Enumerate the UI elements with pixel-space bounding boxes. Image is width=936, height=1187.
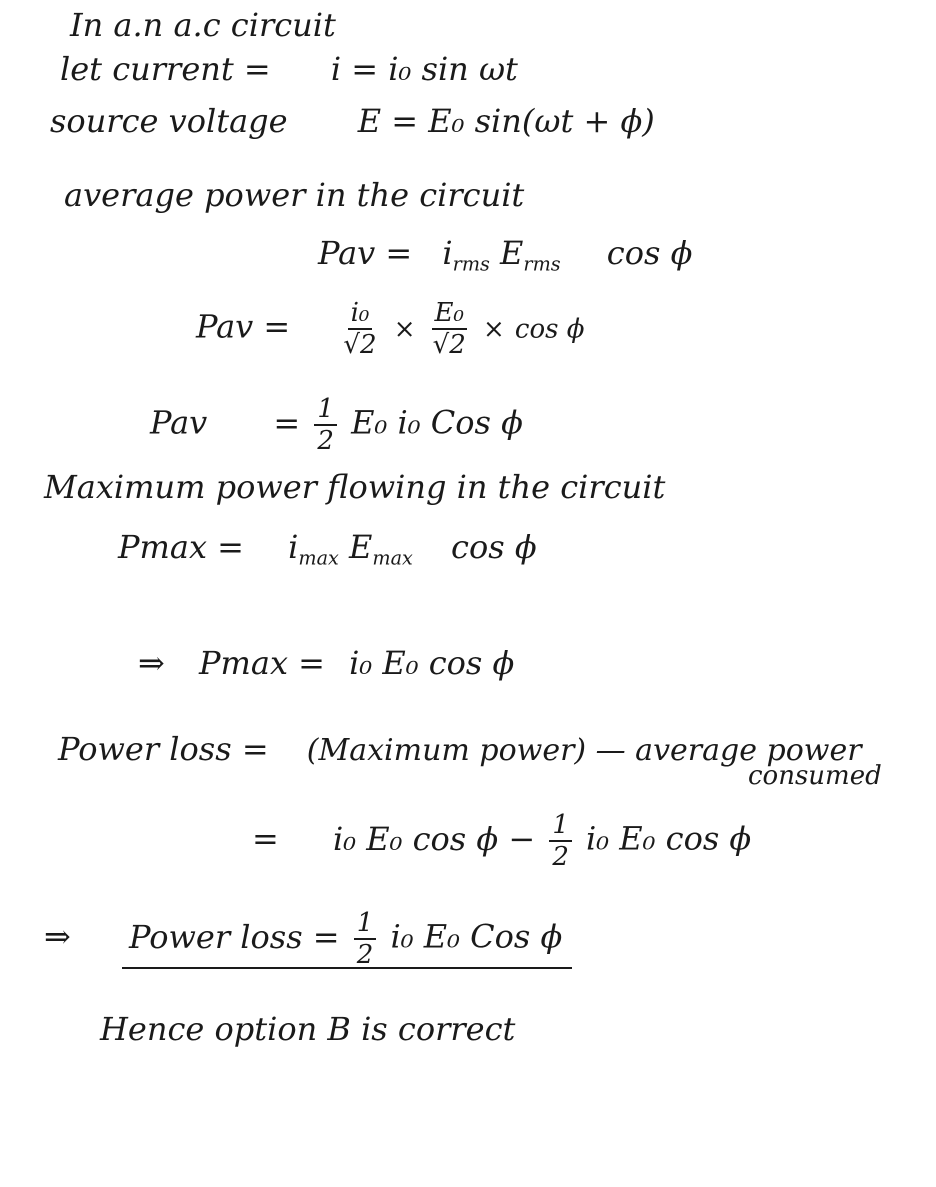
current-eq-lhs: i = — [330, 50, 379, 88]
power-loss-result-expr: i₀ E₀ Cos ϕ — [390, 917, 563, 956]
current-eq-rhs: sin ωt — [421, 50, 518, 88]
emax-symbol: $E_{max}$ — [349, 528, 413, 570]
voltage-definition-line — [50, 104, 655, 139]
pmax-line — [118, 530, 537, 569]
pav-result-expr: E₀ i₀ Cos ϕ — [351, 403, 523, 442]
voltage-label: source voltage — [50, 102, 288, 140]
result-underline — [122, 967, 572, 969]
pav-label-3: Pav — [150, 403, 208, 442]
pmax-cos: cos ϕ — [451, 528, 537, 566]
power-loss-result-line — [44, 910, 562, 968]
pmax-label: Pmax = — [118, 528, 244, 566]
equals-sign: = — [273, 403, 301, 442]
times-sign-2: × — [482, 314, 505, 345]
implies-arrow-icon: ⇒ — [138, 644, 165, 682]
conclusion-line — [100, 1012, 515, 1047]
imax-symbol: $i_{max}$ — [288, 528, 339, 570]
cos-phi: cos ϕ — [514, 314, 585, 345]
irms-symbol: $i_{rms}$ — [442, 234, 490, 276]
maximum-power-heading — [44, 470, 665, 505]
intro-text: In a.n a.c circuit — [70, 6, 336, 44]
fraction-e0-root2: $\frac{\text{E₀}}{√2}$ — [432, 298, 466, 360]
implies-arrow-icon-2: ⇒ — [44, 917, 71, 956]
power-loss-label-2: Power loss = — [128, 917, 340, 956]
voltage-eq-rhs: sin(ωt + ϕ) — [474, 102, 655, 140]
substitution-second-term: i₀ E₀ cos ϕ — [586, 819, 752, 858]
substitution-first-term: i₀ E₀ cos ϕ − — [332, 819, 536, 858]
pav-label-2: Pav = — [196, 307, 291, 346]
voltage-amplitude: E₀ — [428, 102, 465, 140]
erms-symbol: $E_{rms}$ — [500, 234, 561, 276]
average-power-heading-text: average power in the circuit — [64, 176, 525, 214]
intro-line — [70, 8, 336, 43]
current-label: let current = — [60, 50, 271, 88]
pav-result-line — [150, 396, 523, 454]
conclusion-text: Hence option B is correct — [100, 1010, 516, 1048]
equals-sign-2: = — [252, 819, 279, 858]
voltage-eq-lhs: E = — [357, 102, 419, 140]
pav-rms-line — [318, 236, 692, 275]
average-power-heading — [64, 178, 524, 213]
fraction-i0-root2: $\frac{\text{i₀}}{√2}$ — [343, 298, 377, 360]
power-loss-substitution-line — [252, 812, 751, 870]
pmax-result-line — [138, 646, 514, 681]
pmax-label-2: Pmax = — [198, 644, 325, 682]
fraction-one-half-3: $\frac{1}{2}$ — [354, 910, 377, 968]
fraction-one-half: $\frac{1}{2}$ — [314, 396, 337, 454]
current-definition-line — [60, 52, 518, 87]
consumed-text: consumed — [748, 761, 882, 791]
pav-label: Pav = — [318, 234, 413, 272]
power-loss-label: Power loss = — [58, 730, 269, 768]
fraction-one-half-2: $\frac{1}{2}$ — [549, 812, 572, 870]
consumed-note — [748, 762, 882, 791]
maximum-power-heading-text: Maximum power flowing in the circuit — [44, 468, 666, 506]
pav-cos: cos ϕ — [606, 234, 693, 272]
power-loss-definition-line — [58, 732, 862, 767]
times-sign-1: × — [393, 314, 416, 345]
power-loss-definition: (Maximum power) — average power — [306, 733, 862, 768]
pav-amplitude-line — [196, 300, 584, 358]
current-amplitude: i₀ — [388, 50, 412, 88]
pmax-result-expr: i₀ E₀ cos ϕ — [349, 644, 515, 682]
